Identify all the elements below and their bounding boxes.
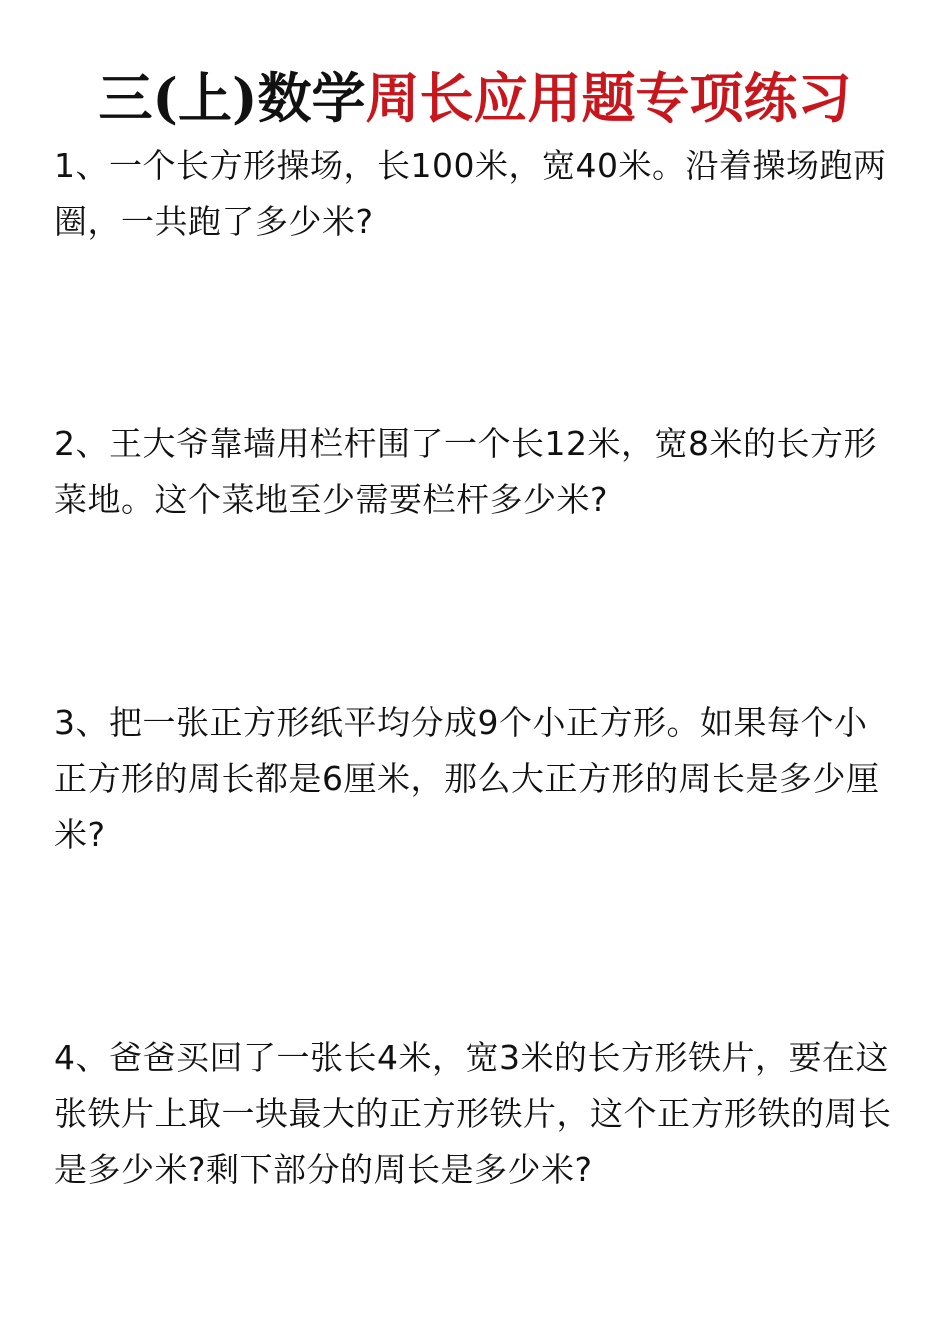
question-text: 把一张正方形纸平均分成9个小正方形。如果每个小正方形的周长都是6厘米，那么大正方形的周长是多少厘米? [54, 703, 880, 854]
title-prefix: 三(上)数学 [98, 66, 366, 130]
question-number: 3、 [54, 703, 109, 742]
title-highlight: 周长应用题专项练习 [365, 66, 852, 130]
question-4 [54, 1030, 894, 1198]
question-2 [54, 416, 894, 528]
question-1 [54, 138, 894, 250]
question-number: 2、 [54, 424, 109, 463]
question-text: 爸爸买回了一张长4米，宽3米的长方形铁片，要在这张铁片上取一块最大的正方形铁片，这个正方形铁的周长是多少米?剩下部分的周长是多少米? [54, 1038, 892, 1189]
question-number: 1、 [54, 146, 109, 185]
page-title [0, 62, 950, 134]
question-text: 王大爷靠墙用栏杆围了一个长12米，宽8米的长方形菜地。这个菜地至少需要栏杆多少米? [54, 424, 877, 519]
question-3 [54, 695, 894, 863]
question-text: 一个长方形操场，长100米，宽40米。沿着操场跑两圈，一共跑了多少米? [54, 146, 887, 241]
question-number: 4、 [54, 1038, 109, 1077]
